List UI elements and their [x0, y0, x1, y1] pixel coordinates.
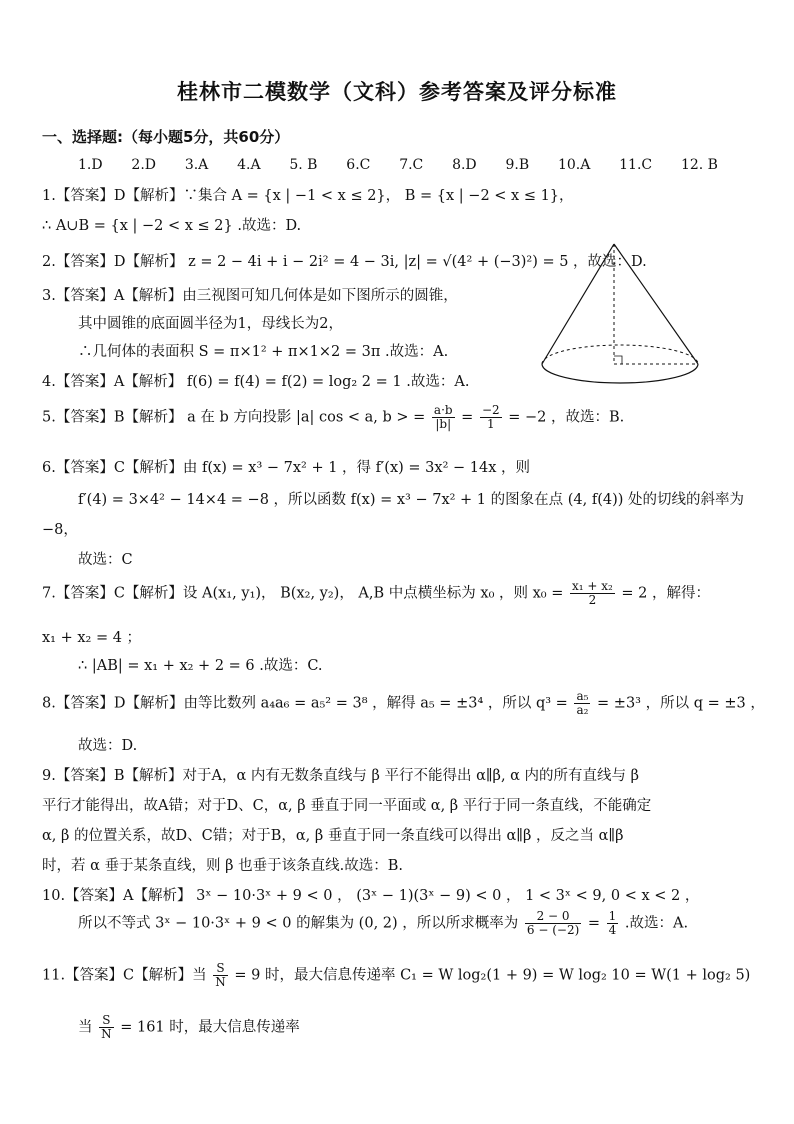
denominator: N — [101, 1027, 112, 1042]
q11-fraction-2 — [99, 1014, 114, 1041]
q10-fraction-1 — [525, 910, 581, 937]
cone-base-front — [542, 364, 698, 383]
q9-line2: 平行才能得出，故A错；对于D、C，α, β 垂直于同一平面或 α, β 平行于同一条直线，不能确定 — [42, 798, 652, 814]
q7-text-a: 7.【答案】C【解析】设 A(x₁, y₁)， B(x₂, y₂)， A,B 中点横坐标为 x₀ ，则 x₀ = — [42, 585, 564, 602]
answer-item: 1.D — [78, 157, 103, 173]
q8-text-b: = ±3³ ，所以 q = ±3 ， — [597, 695, 765, 712]
answer-item: 9.B — [505, 157, 530, 173]
q10-line1: 10.【答案】A【解析】 3ˣ − 10·3ˣ + 9 < 0 ， (3ˣ − 1)(3ˣ − 9) < 0 ， 1 < 3ˣ < 9, 0 < x < 2 ， — [42, 888, 700, 904]
numerator: −2 — [481, 403, 500, 417]
denominator: 2 — [588, 593, 597, 608]
q8-line2: 故选：D. — [78, 738, 138, 754]
q6-line1: 6.【答案】C【解析】由 f(x) = x³ − 7x² + 1 ，得 f′(x) = 3x² − 14x ，则 — [42, 460, 530, 476]
answer-item: 10.A — [557, 157, 591, 173]
numerator: x₁ + x₂ — [571, 579, 613, 593]
q9-line4: 时，若 α 垂于某条直线，则 β 也垂于该条直线.故选：B. — [42, 858, 403, 874]
numerator: 2 − 0 — [525, 910, 581, 924]
answer-item: 4.A — [237, 157, 261, 173]
q3-line3: ∴几何体的表面积 S = π×1² + π×1×2 = 3π .故选：A. — [78, 344, 449, 360]
cone-left-edge — [542, 244, 614, 364]
q5-text-b: = −2 ，故选：B. — [508, 409, 625, 426]
right-angle-mark — [614, 356, 622, 364]
page-title: 桂林市二模数学（文科）参考答案及评分标准 — [177, 80, 617, 104]
q11-text-b: = 9 时，最大信息传递率 C₁ = W log₂(1 + 9) = W log₂ 10 = W(1 + log₂ 5) — [234, 967, 751, 984]
q5-fraction-2 — [480, 404, 502, 431]
q10-text-c: .故选：A. — [624, 915, 689, 932]
q10-fraction-2 — [607, 910, 619, 937]
q7-line2: x₁ + x₂ = 4 ； — [42, 630, 142, 646]
cone-base-back — [542, 345, 698, 364]
q10-line2: 所以不等式 3ˣ − 10·3ˣ + 9 < 0 的解集为 (0, 2) ，所以所求概率为 $\frac{2 - 0}{6 - (-2)}$ = $\frac{1}{4}$ .故选：A. — [78, 909, 689, 938]
answer-item: 5. B — [289, 157, 318, 173]
q7-line1 — [42, 580, 710, 607]
cone-figure — [538, 240, 708, 390]
answer-item: 11.C — [619, 157, 653, 173]
q3-line1: 3.【答案】A【解析】由三视图可知几何体是如下图所示的圆锥， — [42, 288, 458, 304]
answer-key — [78, 157, 718, 173]
q10-text-b: 所以不等式 3ˣ − 10·3ˣ + 9 < 0 的解集为 (0, 2) ，所以所求概率为 — [78, 915, 519, 932]
answer-item: 12. B — [680, 157, 718, 173]
q11-text-a: 11.【答案】C【解析】当 — [42, 967, 207, 984]
q6-line4: 故选：C — [78, 552, 133, 568]
q9-line3: α, β 的位置关系，故D、C错；对于B，α, β 垂直于同一条直线可以得出 α∥β ，反之当 α∥β — [42, 828, 624, 844]
q8-line1 — [42, 690, 765, 717]
numerator: 1 — [608, 909, 617, 923]
denominator: 4 — [608, 923, 617, 938]
q8-fraction — [574, 690, 590, 717]
q5-fraction-1 — [432, 404, 455, 431]
denominator: 1 — [486, 417, 495, 432]
q2-line: 2.【答案】D【解析】 z = 2 − 4i + i − 2i² = 4 − 3i, |z| = √(4² + (−3)²) = 5 ，故选：D. — [42, 254, 647, 270]
answer-item: 8.D — [452, 157, 477, 173]
q8-text-a: 8.【答案】D【解析】由等比数列 a₄a₆ = a₅² = 3⁸ ，解得 a₅ = ±3⁴ ，所以 q³ = — [42, 695, 568, 712]
q11-text-c: 当 — [78, 1019, 93, 1036]
q7-line3: ∴ |AB| = x₁ + x₂ + 2 = 6 .故选：C. — [78, 658, 323, 674]
q6-line2: f′(4) = 3×4² − 14×4 = −8 ，所以函数 f(x) = x³ − 7x² + 1 的图象在点 (4, f(4)) 处的切线的斜率为 — [78, 492, 745, 508]
denominator: |b| — [435, 417, 452, 432]
answer-item: 6.C — [346, 157, 371, 173]
q1-line1: 1.【答案】D【解析】∵集合 A = {x | −1 < x ≤ 2}， B = {x | −2 < x ≤ 1}， — [42, 188, 574, 204]
q11-line1 — [42, 962, 750, 989]
q5-text-a: 5.【答案】B【解析】 a 在 b 方向投影 |a| cos < a, b > = — [42, 409, 426, 426]
q3-line2: 其中圆锥的底面圆半径为1，母线长为2， — [78, 316, 343, 332]
numerator: a·b — [433, 403, 453, 417]
q4-line: 4.【答案】A【解析】 f(6) = f(4) = f(2) = log₂ 2 = 1 .故选：A. — [42, 374, 470, 390]
denominator: a₂ — [576, 703, 589, 718]
answer-item: 3.A — [184, 157, 209, 173]
section-header: 一、选择题:（每小题5分，共60分） — [42, 128, 290, 146]
q1-line2: ∴ A∪B = {x | −2 < x ≤ 2} .故选：D. — [42, 218, 302, 234]
numerator: S — [213, 962, 228, 976]
answer-item: 7.C — [399, 157, 424, 173]
q6-line3: −8， — [42, 522, 78, 538]
numerator: a₅ — [576, 689, 589, 703]
q11-text-e: = 161 时，最大信息传递率 — [120, 1019, 300, 1036]
q11-fraction-1 — [213, 962, 228, 989]
denominator: 6 − (−2) — [526, 923, 580, 938]
q11-line2 — [78, 1014, 300, 1041]
answer-item: 2.D — [131, 157, 156, 173]
q5-line: 5.【答案】B【解析】 a 在 b 方向投影 |a| cos < a, b > = $\frac{a\cdot b}{|b|}$ = $\frac{-2}{1}$ = −2 ，故选：B. — [42, 403, 625, 432]
q7-fraction — [570, 580, 615, 607]
denominator: N — [215, 975, 226, 990]
numerator: S — [99, 1014, 114, 1028]
q9-line1: 9.【答案】B【解析】对于A，α 内有无数条直线与 β 平行不能得出 α∥β, α 内的所有直线与 β — [42, 768, 640, 784]
q7-text-b: = 2 ，解得： — [621, 585, 711, 602]
cone-right-edge — [614, 244, 698, 364]
